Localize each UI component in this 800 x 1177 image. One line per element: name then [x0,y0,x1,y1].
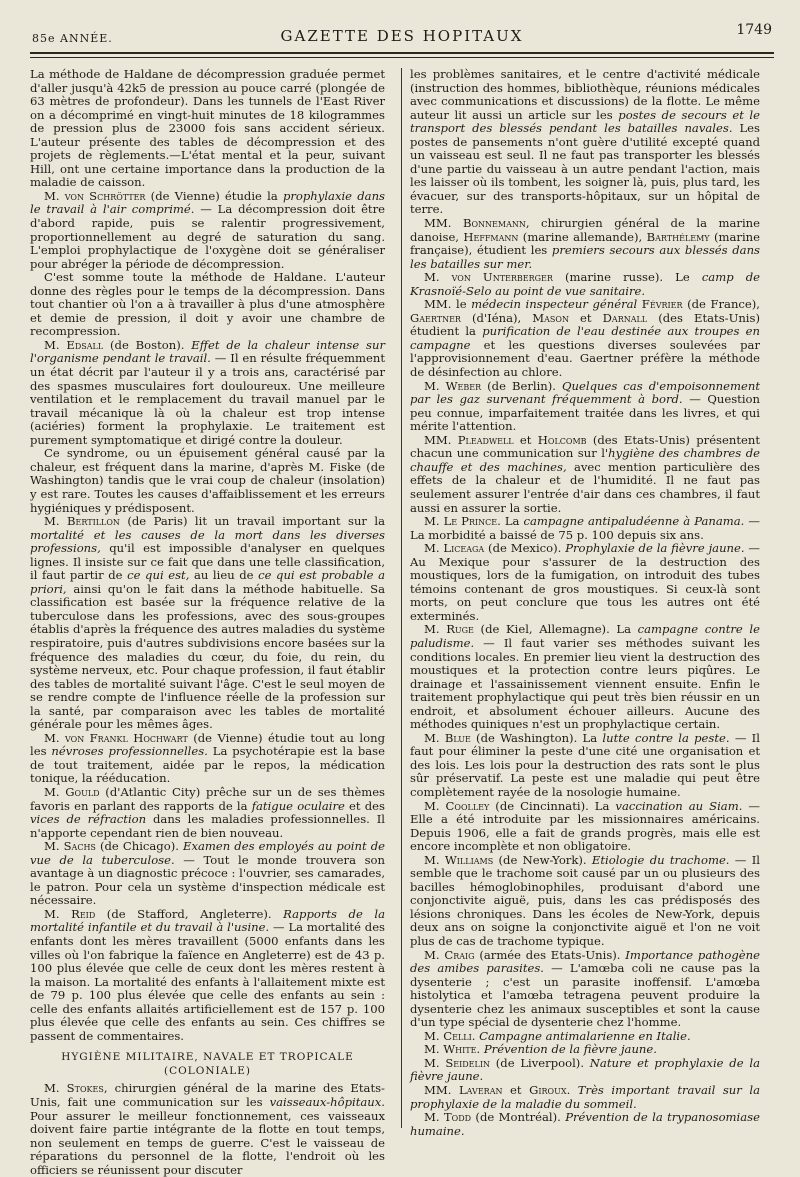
year-label: 85e ANNÉE. [32,32,113,45]
right-column [410,68,760,1138]
paragraph: M. Celli. Campagne antimalarienne en Italie. [424,1028,691,1043]
section-title: HYGIÈNE MILITAIRE, NAVALE ET TROPICALE (COLONIALE) [61,1051,354,1077]
paragraph: M. Liceaga (de Mexico). Prophylaxie de la fièvre jaune. — Au Mexique pour s'assurer de la destruction des moustiques, lors de la fumigation, on introduit des tubes témoins contenant de gros moustiques. Si ceux-là sont morts, on peut conclure que tous les autres ont été exterminés. [410,541,761,623]
paragraph: M. Williams (de New-York). Etiologie du trachome. — Il semble que le trachome soit causé par un ou plusieurs des bacilles hémoglobinophiles, produisant d'abord une conjonctivite aiguë, puis, dans les cas prédisposés des lésions chroniques. Dans les écoles de New-York, depuis deux ans on soigne la conjonctivite aiguë et l'on ne voit plus de cas de trachome typique. [410,852,760,948]
paragraph: M. Weber (de Berlin). Quelques cas d'empoisonnement par les gaz survenant fréquemment à bord. — Question peu connue, imparfaitement traitée dans les livres, et qui mérite l'attention. [410,378,760,434]
paragraph: MM. Bonnemann, chirurgien général de la marine danoise, Heffmann (marine allemande), Barthélemy (marine française), étudient les premiers secours aux blessés dans les batailles sur mer. [410,216,761,271]
page-number: 1749 [736,22,772,38]
paragraph: M. Stokes, chirurgien général de la marine des Etats-Unis, fait une communication sur les vaisseaux-hôpitaux. Pour assurer le meilleur fonctionnement, ces vaisseaux doivent faire partie intégrante de la flotte en tout temps, non seulement en temps de guerre. C'est le vaisseau de réparations du personnel de la flotte, l'endroit où les officiers se réunissent pour discuter [30,1081,385,1177]
column-divider [401,68,402,1128]
paragraph: MM. le médecin inspecteur général Février (de France), Gaertner (d'Iéna), Mason et Darnall (des Etats-Unis) étudient la purification de l'eau destinée aux troupes en campagne et les questions diverses soulevées par l'approvisionnement d'eau. Gaertner préfère la méthode de désinfection au chlore. [410,297,760,380]
paragraph: M. Gould (d'Atlantic City) prêche sur un de ses thèmes favoris en parlant des rapports de la fatigue oculaire et des vices de réfraction dans les maladies professionnelles. Il n'apporte cependant rien de bien nouveau. [30,784,386,840]
paragraph: MM. Laveran et Giroux. Très important travail sur la prophylaxie de la maladie du sommeil. [410,1083,760,1111]
paragraph: M. Craig (armée des Etats-Unis). Importance pathogène des amibes parasites. — L'amœba coli ne cause pas la dysenterie ; c'est un parasite inoffensif. L'amœba histolytica et l'amœba tetragena peuvent produire la dysenterie chez les animaux susceptibles et sont la cause d'un type spécial de dysenterie chez l'homme. [410,947,760,1030]
paragraph: La méthode de Haldane de décompression graduée permet d'aller jusqu'à 42k5 de pression au pouce carré (plongée de 63 mètres de profondeur). Dans les tunnels de l'East River on a décomprimé en vingt-huit minutes de 18 kilogrammes de pression plus de 23000 fois sans accident sérieux. L'auteur présente des tables de décompression et des projets de règlements.—L'état mental et la peur, suivant Hill, ont une certaine importance dans la production de la maladie de caisson. [30,67,385,190]
paragraph: M. von Unterberger (marine russe). Le camp de Krasnoïé-Selo au point de vue sanitaire. [410,270,761,298]
paragraph: M. Ruge (de Kiel, Allemagne). La campagne contre le paludisme. — Il faut varier ses méthodes suivant les conditions locales. En premier lieu vient la destruction des moustiques et la protection contre leurs piqûres. Le drainage et l'assainissement viennent ensuite. Enfin le traitement prophylactique qui peut très bien réussir en un endroit, et absolument échouer ailleurs. Aucune des méthodes quiniques n'est un prophylactique certain. [410,622,760,732]
journal-title: GAZETTE DES HOPITAUX [280,27,524,45]
paragraph: MM. Pleadwell et Holcomb (des Etats-Unis) présentent chacun une communication sur l'hygiène des chambres de chauffe et des machines, avec mention particulière des effets de la chaleur et de l'humidité. Il ne faut pas seulement assurer l'entrée d'air dans ces chambres, il faut aussi en assurer la sortie. [410,432,760,515]
paragraph: M. Reid (de Stafford, Angleterre). Rapports de la mortalité infantile et du travail à l'usine. — La mortalité des enfants dont les mères travaillent (5000 enfants dans les villes où l'on fabrique la faïence en Angleterre) est de 43 p. 100 plus élevée que celle de ceux dont les mères restent à la maison. La mortalité des enfants à l'allaitement mixte est de 79 p. 100 plus élevée que celle des enfants au sein : celle des enfants allaités artificiellement est de 157 p. 100 plus élevée que celle des enfants au sein. Ces chiffres se passent de commentaires. [30,906,386,1043]
paragraph: les problèmes sanitaires, et le centre d'activité médicale (instruction des hommes, bibliothèque, réunions médicales avec communications et discussions) de la flotte. Le même auteur lit aussi un article sur les postes de secours et le transport des blessés pendant les batailles navales. Les postes de pansements n'ont guère d'utilité excepté quand un vaisseau est seul. Il ne faut pas transporter les blessés d'une partie du vaisseau à un autre pendant l'action, mais les laisser où ils tombent, les soigner là, puis, plus tard, les évacuer, sur des transports-hôpitaux, sur un hôpital de terre. [410,67,761,217]
paragraph: M. Bertillon (de Paris) lit un travail important sur la mortalité et les causes de la mort dans les diverses professions, qu'il est impossible d'analyser en quelques lignes. Il insiste sur ce fait que dans une telle classification, il faut partir de ce qui est, au lieu de ce qui est probable a priori, ainsi qu'on le fait dans la méthode habituelle. Sa classification est basée sur la fréquence relative de la tuberculose dans les professions, avec des sous-groupes établis d'après la fréquence des autres maladies du système respiratoire, puis d'autres subdivisions encore basées sur la fréquence des maladies du cœur, du foie, du rein, du système nerveux, etc. Pour chaque profession, il faut établir des tables de mortalité suivant l'âge. C'est le seul moyen de se rendre compte de l'influence réelle de la profession sur la santé, par comparaison avec les tables de mortalité générale pour les mêmes âges. [30,514,386,732]
page-header [30,18,774,54]
paragraph: M. Le Prince. La campagne antipaludéenne à Panama. — La morbidité a baissé de 75 p. 100 depuis six ans. [410,514,761,542]
paragraph: M. Blue (de Washington). La lutte contre la peste. — Il faut pour éliminer la peste d'une cité une organisation et des lois. Les lois pour la destruction des rats sont le plus sûr préservatif. La peste est une maladie qui peut être complètement rayée de la nosologie humaine. [410,730,760,799]
paragraph: M. von Frankl Hochwart (de Vienne) étudie tout au long les névroses professionnelles. La psychotérapie est la base de tout traitement, aidée par le repos, la médication tonique, la rééducation. [30,730,385,786]
header-rule [30,57,774,58]
paragraph: M. Seidelin (de Liverpool). Nature et prophylaxie de la fièvre jaune. [410,1055,760,1084]
paragraph: M. von Schrötter (de Vienne) étudie la prophylaxie dans le travail à l'air comprimé. — La décompression doit être d'abord rapide, puis se ralentir progressivement, proportionnellement au degré de saturation du sang. L'emploi prophylactique de l'oxygène doit se généraliser pour abréger la période de décompression. [30,188,385,271]
left-column [30,67,393,1177]
paragraph: M. Edsall (de Boston). Effet de la chaleur intense sur l'organisme pendant le travail. — Il en résulte fréquemment un état décrit par l'auteur il y a trois ans, caractérisé par des spasmes musculaires fort douloureux. Une meilleure ventilation et le remplacement du travail manuel par le travail mécanique là où la chaleur est trop intense (aciéries) forment la prophylaxie. Le traitement est purement symptomatique et dirigé contre la douleur. [30,337,385,447]
paragraph: M. Coolley (de Cincinnati). La vaccination au Siam. — Elle a été introduite par les missionnaires américains. Depuis 1906, elle a fait de grands progrès, mais elle est encore incomplète et non obligatoire. [410,798,760,854]
paragraph: Ce syndrome, ou un épuisement général causé par la chaleur, est fréquent dans la marine, d'après M. Fiske (de Washington) tandis que le vrai coup de chaleur (insolation) y est rare. Toutes les causes d'affaiblissement et les erreurs hygiéniques y prédisposent. [30,446,385,515]
article-columns [30,67,774,1177]
paragraph: M. Todd (de Montréal). Prévention de la trypanosomiase humaine. [410,1110,760,1138]
paragraph: M. White. Prévention de la fièvre jaune. [424,1042,657,1057]
paragraph: C'est somme toute la méthode de Haldane. L'auteur donne des règles pour le temps de la décompression. Dans tout chantier où l'on a à travailler à plus d'une atmosphère et demie de pression, il doit y avoir une chambre de recompression. [30,270,385,339]
paragraph: M. Sachs (de Chicago). Examen des employés au point de vue de la tuberculose. — Tout le monde trouvera son avantage à un diagnostic précoce : l'ouvrier, ses camarades, le patron. Pour cela un système d'inspection médicale est nécessaire. [30,839,385,908]
